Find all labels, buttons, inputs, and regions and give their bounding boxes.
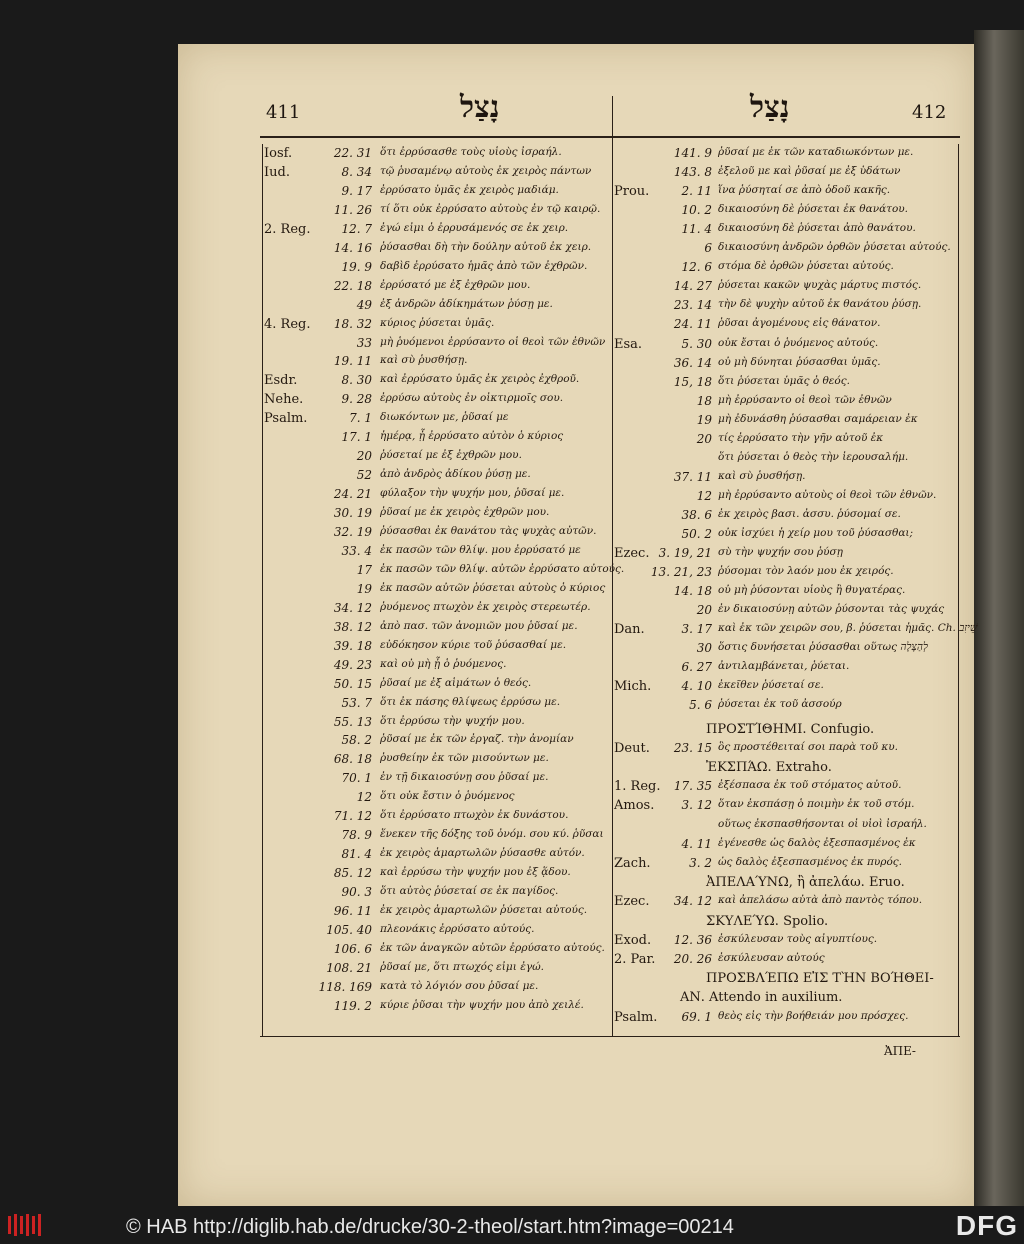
greek-quote: ῥῦσαί με ἐκ χειρὸς ἐχθρῶν μου. xyxy=(380,506,550,519)
greek-quote: ῥυόμενος πτωχὸν ἐκ χειρὸς στερεωτέρ. xyxy=(380,600,591,613)
verse-ref: 81. 4 xyxy=(341,847,372,862)
greek-quote: ἐγένεσθε ὡς δαλὸς ἐξεσπασμένος ἐκ xyxy=(718,836,916,849)
concordance-row xyxy=(264,752,610,771)
concordance-row xyxy=(614,279,958,298)
concordance-row xyxy=(614,317,958,336)
greek-quote: ῥῦσαί με ἐκ τῶν ἐργαζ. τὴν ἀνομίαν xyxy=(380,733,574,746)
verse-ref: 14. 27 xyxy=(673,279,712,294)
concordance-row xyxy=(264,601,610,620)
book-abbrev: Esa. xyxy=(614,336,643,352)
concordance-row xyxy=(264,184,610,203)
greek-quote: μὴ ἐρρύσαντο αὐτοὺς οἱ θεοὶ τῶν ἐθνῶν. xyxy=(718,488,937,501)
concordance-row xyxy=(264,639,610,658)
book-abbrev: Iosf. xyxy=(264,146,293,161)
verse-ref: 55. 13 xyxy=(333,714,372,729)
greek-quote: ὡς δαλὸς ἐξεσπασμένος ἐκ πυρός. xyxy=(718,855,903,868)
verse-ref: 49. 23 xyxy=(333,657,372,672)
concordance-row xyxy=(264,562,625,582)
verse-ref: 18 xyxy=(696,393,712,408)
greek-quote: οὕτως ἐκσπασθήσονται οἱ υἱοὶ ἰσραήλ. xyxy=(718,817,927,830)
greek-quote: ἡμέρᾳ, ᾗ ἐρρύσατο αὐτὸν ὁ κύριος xyxy=(380,430,564,443)
concordance-row xyxy=(614,260,958,279)
concordance-row xyxy=(614,798,958,817)
greek-quote: ῥύσομαι τὸν λαόν μου ἐκ χειρός. xyxy=(718,565,894,578)
greek-quote: ῥύσεται ἐκ τοῦ ἀσσούρ xyxy=(718,698,842,711)
greek-quote: καὶ σὺ ῥυσθήσῃ. xyxy=(718,469,806,482)
verse-ref: 30. 19 xyxy=(333,506,372,521)
entry-heading: ΣΚΥΛΕΎΩ. Spolio. xyxy=(706,913,829,929)
page-edge xyxy=(974,30,1024,1206)
concordance-row xyxy=(264,373,610,392)
concordance-row xyxy=(614,413,958,432)
verse-ref: 3. 17 xyxy=(681,622,712,637)
greek-quote: ἐρρύσατο ὑμᾶς ἐκ χειρὸς μαδιάμ. xyxy=(380,183,559,196)
greek-quote: θεὸς εἰς τὴν βοήθειάν μου πρόσχες. xyxy=(718,1009,909,1022)
verse-ref: 68. 18 xyxy=(333,752,372,767)
verse-ref: 50. 15 xyxy=(333,676,372,691)
greek-quote: οὐ μὴ ῥύσονται υἱοὺς ἢ θυγατέρας. xyxy=(718,584,906,597)
concordance-row xyxy=(264,411,610,430)
verse-ref: 20 xyxy=(696,431,712,446)
concordance-row xyxy=(614,241,958,260)
greek-quote: ῥύσεταί με ἐξ ἐχθρῶν μου. xyxy=(380,449,522,462)
verse-ref: 20 xyxy=(356,449,372,464)
greek-quote: ὅτι ἐρρύσασθε τοὺς υἱοὺς ἰσραήλ. xyxy=(380,146,562,158)
concordance-row xyxy=(614,565,958,584)
concordance-row xyxy=(264,620,610,639)
verse-ref: 19 xyxy=(356,581,372,596)
left-frame-rule xyxy=(262,144,263,1036)
concordance-row xyxy=(614,622,978,641)
concordance-row xyxy=(264,828,610,847)
concordance-row xyxy=(614,779,958,798)
verse-ref: 78. 9 xyxy=(341,828,372,843)
concordance-row xyxy=(614,1010,958,1029)
verse-ref: 90. 3 xyxy=(341,885,372,900)
footer-bar xyxy=(0,1206,1024,1244)
concordance-row xyxy=(264,544,610,563)
greek-quote: ἐκ τῶν ἀναγκῶν αὐτῶν ἐρρύσατο αὐτούς. xyxy=(380,941,605,954)
concordance-row xyxy=(614,527,958,546)
greek-quote: ἀπὸ ἀνδρὸς ἀδίκου ῥύσῃ με. xyxy=(380,468,531,481)
concordance-row xyxy=(614,741,958,760)
concordance-row xyxy=(264,923,610,942)
verse-ref: 12 xyxy=(356,790,372,805)
concordance-row xyxy=(614,933,958,952)
verse-ref: 10. 2 xyxy=(681,203,712,218)
concordance-row xyxy=(264,715,610,734)
concordance-row xyxy=(614,203,958,222)
verse-ref: 18. 32 xyxy=(333,316,372,331)
verse-ref: 118. 169 xyxy=(318,979,372,994)
verse-ref: 12. 36 xyxy=(673,932,712,947)
greek-quote: ἐκ πασῶν τῶν θλίψ. μου ἐρρύσατό με xyxy=(380,543,581,556)
verse-ref: 70. 1 xyxy=(341,771,372,786)
greek-quote: διωκόντων με, ῥῦσαί με xyxy=(380,411,509,424)
concordance-row xyxy=(264,658,610,677)
verse-ref: 32. 19 xyxy=(333,525,372,539)
greek-quote: κύριε ῥῦσαι τὴν ψυχήν μου ἀπὸ χειλέ. xyxy=(380,998,584,1011)
verse-ref: 5. 6 xyxy=(689,698,712,713)
concordance-row xyxy=(264,354,610,373)
greek-quote: δαβὶδ ἐρρύσατο ἡμᾶς ἀπὸ τῶν ἐχθρῶν. xyxy=(380,259,588,272)
verse-ref: 8. 34 xyxy=(341,164,372,179)
greek-quote: σὺ τὴν ψυχήν σου ῥύσῃ xyxy=(718,546,843,559)
greek-quote: ὅτι αὐτὸς ῥύσεταί σε ἐκ παγίδος. xyxy=(380,885,559,898)
concordance-row xyxy=(264,487,610,506)
concordance-row xyxy=(264,733,610,752)
greek-quote: ὅτι ἐρρύσω τὴν ψυχήν μου. xyxy=(380,714,525,727)
concordance-row xyxy=(264,165,610,184)
concordance-row xyxy=(264,696,610,715)
verse-ref: 85. 12 xyxy=(333,866,372,881)
verse-ref: 17. 1 xyxy=(341,430,372,445)
concordance-row xyxy=(264,279,610,298)
book-abbrev: Iud. xyxy=(264,164,290,180)
verse-ref: 13. 21, 23 xyxy=(650,565,712,580)
greek-quote: καὶ ἐρρύσω τὴν ψυχήν μου ἐξ ᾅδου. xyxy=(380,866,571,879)
greek-quote: ῥύσασθαι ἐκ θανάτου τὰς ψυχὰς αὐτῶν. xyxy=(380,525,597,537)
concordance-row xyxy=(264,146,610,165)
verse-ref: 33 xyxy=(356,335,372,350)
verse-ref: 19 xyxy=(696,412,712,427)
concordance-row xyxy=(614,508,958,527)
greek-quote: ἐκ χειρὸς βασι. ἀσσυ. ῥύσομαί σε. xyxy=(718,507,901,520)
greek-quote: ῥυσθείην ἐκ τῶν μισούντων με. xyxy=(380,752,549,765)
concordance-row xyxy=(614,679,958,698)
verse-ref: 24. 21 xyxy=(333,487,372,502)
verse-ref: 23. 14 xyxy=(673,298,712,313)
verse-ref: 3. 19, 21 xyxy=(658,546,712,561)
greek-quote: ὅτι οὐκ ἔστιν ὁ ῥυόμενος xyxy=(380,790,515,803)
greek-quote: δικαιοσύνη ἀνδρῶν ὀρθῶν ῥύσεται αὐτούς. xyxy=(718,241,951,254)
concordance-row xyxy=(614,584,958,603)
book-abbrev: 2. Reg. xyxy=(264,221,311,237)
book-abbrev: Ezec. xyxy=(614,894,650,910)
greek-quote: ῥῦσαι ἀγομένους εἰς θάνατον. xyxy=(718,317,881,330)
greek-quote: ὅστις δυνήσεται ῥύσασθαι οὕτως לְהַצָּלָה xyxy=(718,641,928,654)
greek-quote: ἐν τῇ δικαιοσύνῃ σου ῥῦσαί με. xyxy=(380,771,549,784)
concordance-row xyxy=(614,337,958,356)
verse-ref: 15, 18 xyxy=(673,374,712,389)
book-abbrev: Psalm. xyxy=(614,1009,658,1025)
concordance-row xyxy=(264,999,610,1018)
verse-ref: 69. 1 xyxy=(681,1009,712,1024)
greek-quote: καὶ σὺ ῥυσθήσῃ. xyxy=(380,354,468,367)
entry-heading: ΠΡΟΣΒΛΈΠΩ ΕἸΣ ΤῊΝ ΒΟΉΘΕΙ- xyxy=(706,971,934,987)
greek-quote: ἐσκύλευσαν τοὺς αἰγυπτίους. xyxy=(718,932,878,945)
right-hebrew-heading: נָצַל xyxy=(750,90,790,125)
verse-ref: 12 xyxy=(696,488,712,503)
verse-ref: 50. 2 xyxy=(681,527,712,541)
concordance-row xyxy=(614,641,958,660)
concordance-row xyxy=(264,771,610,790)
concordance-row xyxy=(614,818,958,837)
verse-ref: 96. 11 xyxy=(333,904,372,918)
concordance-row xyxy=(614,451,958,470)
concordance-row xyxy=(264,449,610,468)
verse-ref: 6 xyxy=(704,241,712,256)
hab-logo-icon xyxy=(6,1212,46,1238)
verse-ref: 30 xyxy=(696,641,712,656)
concordance-row xyxy=(264,468,610,487)
concordance-row xyxy=(264,336,610,355)
concordance-row xyxy=(264,942,610,961)
greek-quote: ἐσκύλευσαν αὐτούς xyxy=(718,951,825,964)
book-abbrev: 4. Reg. xyxy=(264,316,311,332)
concordance-row xyxy=(614,660,958,679)
greek-quote: ῥῦσαί με ἐκ τῶν καταδιωκόντων με. xyxy=(718,146,914,158)
concordance-row xyxy=(264,241,610,260)
concordance-row xyxy=(614,952,958,971)
concordance-row xyxy=(264,809,610,828)
greek-quote: ῥῦσαί με ἐξ αἱμάτων ὁ θεός. xyxy=(380,676,532,689)
verse-ref: 20. 26 xyxy=(673,951,712,966)
greek-quote: τῷ ῥυσαμένῳ αὐτοὺς ἐκ χειρὸς πάντων xyxy=(380,164,592,177)
concordance-row xyxy=(264,317,610,336)
verse-ref: 141. 9 xyxy=(673,146,712,160)
verse-ref: 9. 17 xyxy=(341,183,372,198)
verse-ref: 17 xyxy=(356,562,372,577)
verse-ref: 3. 2 xyxy=(689,855,712,870)
greek-quote: ἐξέσπασα ἐκ τοῦ στόματος αὐτοῦ. xyxy=(718,779,902,792)
greek-quote: πλεονάκις ἐρρύσατο αὐτούς. xyxy=(380,922,535,935)
book-abbrev: Deut. xyxy=(614,740,650,756)
concordance-row xyxy=(264,961,610,980)
verse-ref: 11. 4 xyxy=(681,222,712,237)
greek-quote: τίς ἐρρύσατο τὴν γῆν αὐτοῦ ἐκ xyxy=(718,431,884,444)
greek-quote: ἐκ πασῶν τῶν θλίψ. αὐτῶν ἐρρύσατο αὐτούς. xyxy=(380,562,625,575)
concordance-row xyxy=(614,489,958,508)
greek-quote: ἐγώ εἰμι ὁ ἐρρυσάμενός σε ἐκ χειρ. xyxy=(380,221,569,234)
concordance-row xyxy=(614,603,958,622)
verse-ref: 38. 12 xyxy=(333,619,372,634)
verse-ref: 33. 4 xyxy=(341,543,372,558)
greek-quote: ὅτι ἐκ πάσης θλίψεως ἐρρύσω με. xyxy=(380,695,561,708)
greek-quote: οὐ μὴ δύνηται ῥύσασθαι ὑμᾶς. xyxy=(718,355,881,368)
greek-quote: τὴν δὲ ψυχὴν αὐτοῦ ἐκ θανάτου ῥύσῃ. xyxy=(718,298,922,311)
verse-ref: 34. 12 xyxy=(333,600,372,615)
greek-quote: ἐκ χειρὸς ἁμαρτωλῶν ῥύσασθε αὐτόν. xyxy=(380,847,585,860)
greek-quote: ῥύσασθαι δὴ τὴν δούλην αὐτοῦ ἐκ χειρ. xyxy=(380,240,592,253)
verse-ref: 38. 6 xyxy=(681,507,712,522)
verse-ref: 12. 6 xyxy=(681,260,712,275)
greek-quote: δικαιοσύνη δὲ ῥύσεται ἐκ θανάτου. xyxy=(718,203,909,216)
greek-quote: καὶ ἀπελάσω αὐτὰ ἀπὸ παντὸς τόπου. xyxy=(718,894,923,907)
verse-ref: 36. 14 xyxy=(673,355,712,370)
verse-ref: 9. 28 xyxy=(341,392,372,407)
concordance-row xyxy=(614,184,958,203)
greek-quote: ὅτι ῥύσεται ὁ θεὸς τὴν ἱερουσαλήμ. xyxy=(718,450,909,463)
concordance-row xyxy=(614,375,958,394)
concordance-row xyxy=(264,885,610,904)
concordance-row xyxy=(264,677,610,696)
concordance-row xyxy=(264,847,610,866)
header-rule xyxy=(260,136,960,138)
concordance-row xyxy=(614,837,958,856)
greek-quote: κατὰ τὸ λόγιόν σου ῥῦσαί με. xyxy=(380,979,539,992)
greek-quote: μὴ ἐρρύσαντο οἱ θεοὶ τῶν ἐθνῶν xyxy=(718,393,892,406)
concordance-row xyxy=(264,298,610,317)
verse-ref: 58. 2 xyxy=(341,733,372,748)
greek-quote: ὃς προστέθειταί σοι παρὰ τοῦ κυ. xyxy=(718,740,898,753)
book-abbrev: Exod. xyxy=(614,932,652,948)
greek-quote: ἀντιλαμβάνεται, ῥύεται. xyxy=(718,660,850,673)
verse-ref: 7. 1 xyxy=(349,411,372,426)
entry-heading: ΑΝ. Attendo in auxilium. xyxy=(680,990,843,1006)
entry-heading: ἈΠΕΛΑΎΝΩ, ἢ ἀπελάω. Eruo. xyxy=(706,875,905,891)
concordance-row xyxy=(264,980,610,999)
catchword: ἈΠΕ- xyxy=(884,1044,916,1058)
book-abbrev: Ezec. xyxy=(614,546,650,562)
greek-quote: μὴ ῥυόμενοι ἐρρύσαντο οἱ θεοὶ τῶν ἐθνῶν xyxy=(380,335,606,348)
entry-heading: ἘΚΣΠΆΩ. Extraho. xyxy=(706,759,832,775)
greek-quote: οὐκ ἔσται ὁ ῥυόμενος αὐτούς. xyxy=(718,336,879,349)
verse-ref: 3. 12 xyxy=(681,798,712,813)
right-page-number: 412 xyxy=(912,102,947,123)
greek-quote: δικαιοσύνη δὲ ῥύσεται ἀπὸ θανάτου. xyxy=(718,222,916,235)
verse-ref: 22. 18 xyxy=(333,278,372,293)
concordance-row xyxy=(614,356,958,375)
concordance-row xyxy=(614,222,958,241)
greek-quote: ῥῦσαί με, ὅτι πτωχός εἰμι ἐγώ. xyxy=(380,960,545,973)
verse-ref: 106. 6 xyxy=(333,941,372,956)
concordance-row xyxy=(264,392,610,411)
verse-ref: 5. 30 xyxy=(681,336,712,351)
concordance-row xyxy=(614,698,958,717)
book-abbrev: Psalm. xyxy=(264,411,308,427)
entry-heading: ΠΡΟΣΤΊΘΗΜΙ. Confugio. xyxy=(706,721,875,737)
verse-ref: 19. 9 xyxy=(341,259,372,274)
verse-ref: 17. 35 xyxy=(673,779,712,794)
concordance-row xyxy=(614,298,958,317)
concordance-row xyxy=(264,203,610,222)
verse-ref: 8. 30 xyxy=(341,373,372,388)
concordance-row xyxy=(614,394,958,413)
verse-ref: 4. 11 xyxy=(681,836,712,851)
verse-ref: 34. 12 xyxy=(673,894,712,909)
concordance-row xyxy=(264,260,610,279)
concordance-row xyxy=(614,546,958,565)
verse-ref: 12. 7 xyxy=(341,221,372,236)
greek-quote: ἐξ ἀνδρῶν ἀδίκημάτων ῥύσῃ με. xyxy=(380,297,553,310)
concordance-row xyxy=(264,866,610,885)
verse-ref: 22. 31 xyxy=(333,146,372,160)
greek-quote: ἀπὸ πασ. τῶν ἀνομιῶν μου ῥῦσαί με. xyxy=(380,619,578,632)
right-frame-rule xyxy=(958,144,959,1036)
greek-quote: ἕνεκεν τῆς δόξης τοῦ ὀνόμ. σου κύ. ῥῦσαι xyxy=(380,828,604,841)
concordance-row xyxy=(614,165,958,184)
concordance-row xyxy=(614,470,958,489)
greek-quote: ἐρρύσω αὐτοὺς ἐν οἰκτιρμοῖς σου. xyxy=(380,392,564,405)
concordance-row xyxy=(264,790,610,809)
book-abbrev: Nehe. xyxy=(264,392,304,408)
verse-ref: 6. 27 xyxy=(681,660,712,675)
greek-quote: καὶ ἐκ τῶν χειρῶν σου, β. ῥύσεται ἡμᾶς. Ch. שֵׁיזִב xyxy=(718,622,978,635)
concordance-row xyxy=(614,856,958,875)
greek-quote: μὴ ἐδυνάσθη ῥύσασθαι σαμάρειαν ἐκ xyxy=(718,412,918,425)
verse-ref: 53. 7 xyxy=(341,695,372,710)
book-abbrev: 2. Par. xyxy=(614,951,656,967)
concordance-row xyxy=(264,525,610,544)
verse-ref: 24. 11 xyxy=(673,317,712,332)
verse-ref: 71. 12 xyxy=(333,809,372,824)
greek-quote: ἐκ χειρὸς ἁμαρτωλῶν ῥύσεται αὐτούς. xyxy=(380,904,588,916)
left-hebrew-heading: נָצַל xyxy=(460,90,500,125)
greek-quote: ἐρρύσατό με ἐξ ἐχθρῶν μου. xyxy=(380,278,531,291)
concordance-row xyxy=(264,582,610,601)
verse-ref: 14. 16 xyxy=(333,240,372,255)
verse-ref: 39. 18 xyxy=(333,638,372,653)
greek-quote: εὐδόκησον κύριε τοῦ ῥύσασθαί με. xyxy=(380,638,567,651)
verse-ref: 105. 40 xyxy=(326,922,372,937)
verse-ref: 119. 2 xyxy=(333,998,372,1013)
greek-quote: στόμα δὲ ὀρθῶν ῥύσεται αὐτούς. xyxy=(718,260,894,273)
verse-ref: 23. 15 xyxy=(673,740,712,755)
verse-ref: 20 xyxy=(696,603,712,618)
verse-ref: 108. 21 xyxy=(326,960,372,975)
verse-ref: 19. 11 xyxy=(333,354,372,369)
concordance-row xyxy=(264,904,610,923)
greek-quote: τί ὅτι οὐκ ἐρρύσατο αὐτοὺς ἐν τῷ καιρῷ. xyxy=(380,202,601,215)
verse-ref: 2. 11 xyxy=(681,184,712,199)
concordance-row xyxy=(264,430,610,449)
greek-quote: κύριος ῥύσεται ὑμᾶς. xyxy=(380,316,495,329)
verse-ref: 11. 26 xyxy=(333,202,372,217)
greek-quote: ἐξελοῦ με καὶ ῥῦσαί με ἐξ ὑδάτων xyxy=(718,165,901,178)
book-abbrev: Amos. xyxy=(614,798,655,814)
greek-quote: ὅταν ἐκσπάσῃ ὁ ποιμὴν ἐκ τοῦ στόμ. xyxy=(718,798,915,811)
greek-quote: ὅτι ἐρρύσατο πτωχὸν ἐκ δυνάστου. xyxy=(380,809,569,822)
greek-quote: φύλαξον τὴν ψυχήν μου, ῥῦσαί με. xyxy=(380,487,565,500)
book-abbrev: Dan. xyxy=(614,622,645,638)
book-abbrev: Mich. xyxy=(614,679,652,695)
bottom-rule xyxy=(260,1036,960,1037)
greek-quote: ῥύσεται κακῶν ψυχὰς μάρτυς πιστός. xyxy=(718,279,922,292)
concordance-row xyxy=(264,506,610,525)
greek-quote: ὅτι ῥύσεται ὑμᾶς ὁ θεός. xyxy=(718,374,850,387)
concordance-row xyxy=(264,222,610,241)
verse-ref: 49 xyxy=(356,297,372,312)
concordance-row xyxy=(614,894,958,913)
greek-quote: οὐκ ἰσχύει ἡ χείρ μου τοῦ ῥύσασθαι; xyxy=(718,527,914,539)
book-abbrev: 1. Reg. xyxy=(614,779,661,795)
verse-ref: 14. 18 xyxy=(673,584,712,599)
greek-quote: ἵνα ῥύσηταί σε ἀπὸ ὁδοῦ κακῆς. xyxy=(718,184,891,197)
concordance-row xyxy=(614,146,958,165)
concordance-row xyxy=(614,432,958,451)
greek-quote: ἐν δικαιοσύνῃ αὐτῶν ῥύσονται τὰς ψυχάς xyxy=(718,603,945,616)
dfg-logo: DFG xyxy=(955,1210,1018,1241)
verse-ref: 37. 11 xyxy=(673,469,712,484)
book-abbrev: Zach. xyxy=(614,855,651,871)
book-abbrev: Esdr. xyxy=(264,373,298,389)
greek-quote: καὶ οὐ μὴ ᾖ ὁ ῥυόμενος. xyxy=(380,657,507,670)
greek-quote: καὶ ἐρρύσατο ὑμᾶς ἐκ χειρὸς ἐχθροῦ. xyxy=(380,373,580,386)
verse-ref: 4. 10 xyxy=(681,679,712,694)
book-abbrev: Prou. xyxy=(614,184,650,200)
verse-ref: 52 xyxy=(356,468,372,483)
left-page-number: 411 xyxy=(266,102,301,123)
verse-ref: 143. 8 xyxy=(673,165,712,180)
footer-copyright: © HAB http://diglib.hab.de/drucke/30-2-theol/start.htm?image=00214 xyxy=(126,1216,734,1238)
greek-quote: ἐκεῖθεν ῥύσεταί σε. xyxy=(718,679,824,692)
greek-quote: ἐκ πασῶν αὐτῶν ῥύσεται αὐτοὺς ὁ κύριος xyxy=(380,581,606,594)
